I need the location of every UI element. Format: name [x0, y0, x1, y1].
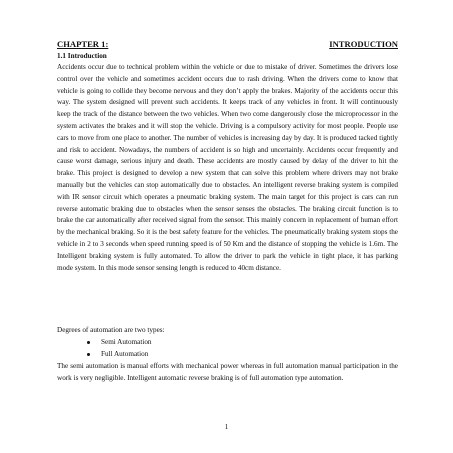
page-number: 1	[224, 423, 229, 431]
automation-list-label: Degrees of automation are two types:	[57, 326, 165, 334]
list-item	[87, 349, 152, 361]
chapter-heading	[57, 38, 398, 50]
automation-description: The semi automation is manual efforts with mechanical power whereas in full automation manual participation in the work is very negligible. Intelligent automatic reverse braking is of full automation type automation.	[57, 362, 398, 382]
chapter-title: INTRODUCTION	[329, 39, 398, 49]
section-heading: 1.1 Introduction	[57, 52, 107, 60]
body-text	[57, 62, 398, 274]
intro-paragraph: Accidents occur due to technical problem within the vehicle or due to mistake of driver. Sometimes the drivers lose control over the vehicle and sometimes accident occurs due to rash driving. When the drivers come to know that vehicle is going to collide they become nervous and they don’t apply the brakes. Majority of the accidents occur this way. The system designed will prevent such accidents. It keeps track of any vehicles in front. It will continuously keep the track of the distance between the two vehicles. When two come dangerously close the microprocessor in the system activates the brakes and it will stop the vehicle. Driving is a compulsory activity for most people. People use cars to move from one place to another. The number of vehicles is increasing day by day. It is produced tacked tightly and risk to accident. Nowadays, the numbers of accident is so high and uncertainly. Accidents occur frequently and cause worst damage, serious injury and death. These accidents are mostly caused by delay of the driver to hit the brake. This project is designed to develop a new system that can solve this problem where drivers may not brake manually but the vehicles can stop automatically due to obstacles. An intelligent reverse braking system is compiled with IR sensor circuit which operates a pneumatic braking system. The main target for this project is cars can run reverse automatic braking due to obstacles when the sensor senses the obstacles. The braking circuit function is to brake the car automatically after received signal from the sensor. This mainly concern in replacement of human effort by the mechanical braking. So it is the best safety feature for the vehicles. The pneumatically braking system stops the vehicle in 2 to 3 seconds when speed running speed is of 50 Km and the distance of stopping the vehicle is 1.6m. The Intelligent braking system is fully automated. To allow the driver to park the vehicle in tight place, it has parking mode system. In this mode sensor sensing length is reduced to 40cm distance.	[57, 63, 398, 272]
automation-types-list	[87, 337, 152, 361]
list-item-label: Semi Automation	[101, 338, 152, 346]
bullet-icon	[87, 353, 90, 356]
list-item	[87, 337, 152, 349]
chapter-number: CHAPTER 1:	[57, 39, 109, 49]
bullet-icon	[87, 341, 90, 344]
list-item-label: Full Automation	[101, 349, 149, 358]
